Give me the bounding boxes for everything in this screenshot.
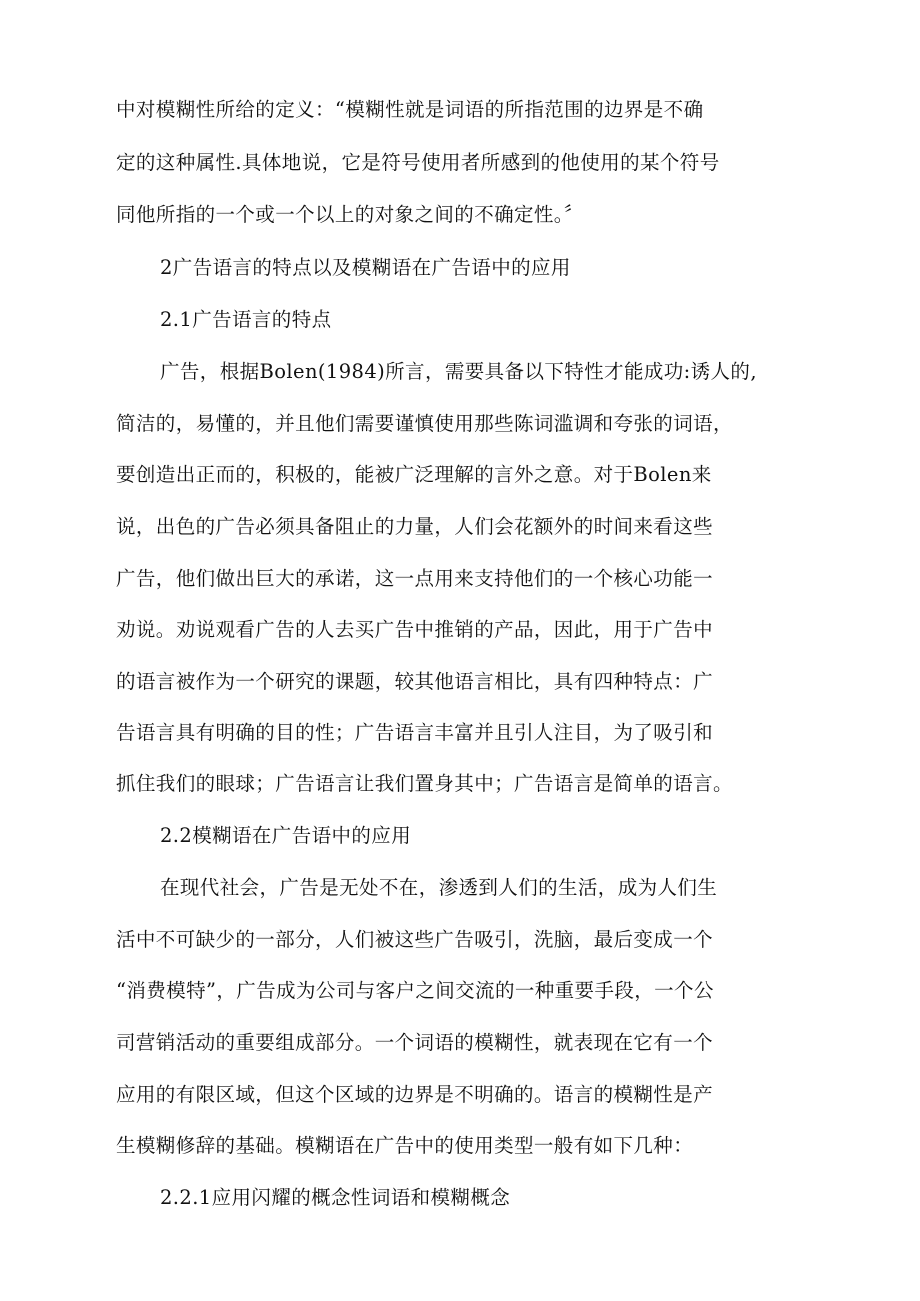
text-line: 在现代社会，广告是无处不在，渗透到人们的生活，成为人们生	[160, 876, 718, 899]
text-line: 定的这种属性.具体地说，它是符号使用者所感到的他使用的某个符号	[116, 151, 720, 174]
text-line: “消费模特”，广告成为公司与客户之间交流的一种重要手段，一个公	[116, 979, 714, 1002]
text-line: 广告，他们做出巨大的承诺，这一点用来支持他们的一个核心功能一	[116, 567, 714, 590]
subsection-heading: 2.2.1应用闪耀的概念性词语和模糊概念	[160, 1186, 511, 1209]
text-line: 说，出色的广告必须具备阻止的力量，人们会花额外的时间来看这些	[116, 515, 714, 538]
text-line: 抓住我们的眼球；广告语言让我们置身其中；广告语言是简单的语言。	[116, 772, 733, 795]
section-heading: 2广告语言的特点以及模糊语在广告语中的应用	[160, 256, 571, 279]
text-line: 中对模糊性所给的定义：“模糊性就是词语的所指范围的边界是不确	[116, 98, 704, 121]
text-line: 广告，根据Bolen(1984)所言，需要具备以下特性才能成功:诱人的,	[160, 360, 757, 383]
text-line: 要创造出正而的，积极的，能被广泛理解的言外之意。对于Bolen来	[116, 463, 712, 486]
text-line: 的语言被作为一个研究的课题，较其他语言相比，具有四种特点：广	[116, 670, 714, 693]
text-line: 告语言具有明确的目的性；广告语言丰富并且引人注目，为了吸引和	[116, 721, 714, 744]
text-line: 活中不可缺少的一部分，人们被这些广告吸引，洗脑，最后变成一个	[116, 928, 714, 951]
text-line: 同他所指的一个或一个以上的对象之间的不确定性。〞	[116, 203, 584, 226]
text-line: 司营销活动的重要组成部分。一个词语的模糊性，就表现在它有一个	[116, 1031, 714, 1054]
subsection-heading: 2.1广告语言的特点	[160, 308, 332, 331]
text-line: 生模糊修辞的基础。模糊语在广告中的使用类型一般有如下几种：	[116, 1134, 694, 1157]
text-line: 简洁的，易懂的，并且他们需要谨慎使用那些陈词滥调和夸张的词语，	[116, 412, 733, 435]
text-line: 劝说。劝说观看广告的人去买广告中推销的产品，因此，用于广告中	[116, 618, 714, 641]
text-line: 应用的有限区域，但这个区域的边界是不明确的。语言的模糊性是产	[116, 1083, 714, 1106]
subsection-heading: 2.2模糊语在广告语中的应用	[160, 824, 412, 847]
